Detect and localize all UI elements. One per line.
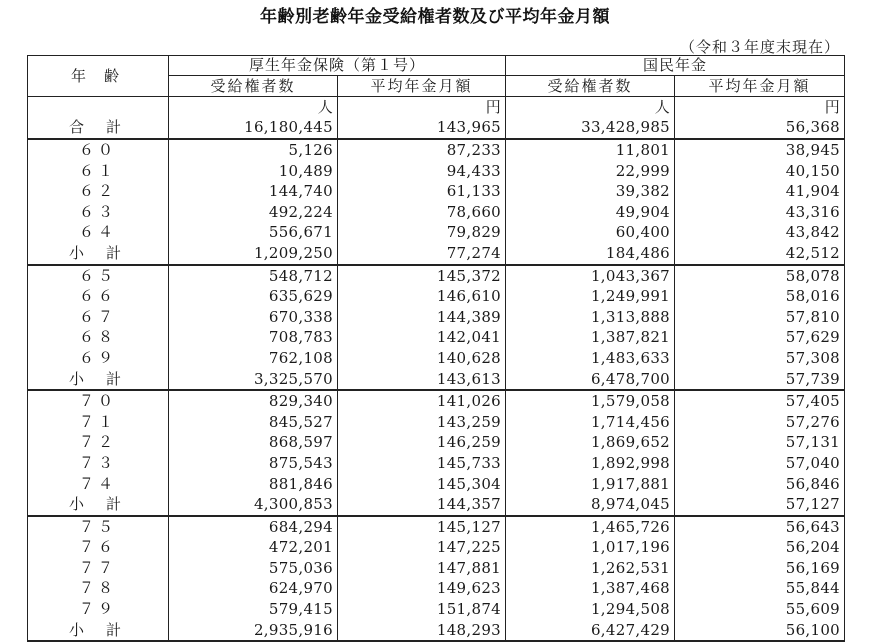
- table-body: [28, 97, 845, 642]
- unit-yen: 円: [338, 97, 506, 118]
- cell-value: 708,783: [169, 327, 338, 348]
- national-recipients-header: 受給権者数: [506, 76, 675, 97]
- age-label: ７６: [28, 537, 169, 558]
- age-label: ７２: [28, 432, 169, 453]
- table-row: [28, 161, 845, 182]
- unit-persons: 人: [506, 97, 675, 118]
- cell-value: 1,209,250: [169, 243, 338, 265]
- cell-value: 43,316: [675, 202, 845, 223]
- cell-value: 58,016: [675, 286, 845, 307]
- cell-value: 1,249,991: [506, 286, 675, 307]
- age-label: ６７: [28, 307, 169, 328]
- cell-value: 38,945: [675, 139, 845, 161]
- cell-value: 57,127: [675, 494, 845, 516]
- cell-value: 1,465,726: [506, 516, 675, 538]
- table-row: [28, 286, 845, 307]
- cell-value: 1,387,821: [506, 327, 675, 348]
- cell-value: 147,881: [338, 558, 506, 579]
- age-label: ７４: [28, 474, 169, 495]
- table-row: [28, 412, 845, 433]
- national-pension-group-header: 国民年金: [506, 56, 845, 76]
- total-value: 143,965: [338, 117, 506, 139]
- cell-value: 49,904: [506, 202, 675, 223]
- age-label: ６９: [28, 348, 169, 369]
- cell-value: 56,846: [675, 474, 845, 495]
- subtotal-row: [28, 369, 845, 391]
- total-value: 33,428,985: [506, 117, 675, 139]
- cell-value: 143,259: [338, 412, 506, 433]
- age-label: ６３: [28, 202, 169, 223]
- table-row: [28, 432, 845, 453]
- cell-value: 2,935,916: [169, 620, 338, 642]
- cell-value: 142,041: [338, 327, 506, 348]
- cell-value: 762,108: [169, 348, 338, 369]
- cell-value: 684,294: [169, 516, 338, 538]
- age-label: ７５: [28, 516, 169, 538]
- cell-value: 58,078: [675, 265, 845, 287]
- age-label: ７９: [28, 599, 169, 620]
- cell-value: 1,387,468: [506, 578, 675, 599]
- cell-value: 1,262,531: [506, 558, 675, 579]
- cell-value: 41,904: [675, 181, 845, 202]
- table-row: [28, 265, 845, 287]
- cell-value: 55,609: [675, 599, 845, 620]
- employees-avg-monthly-header: 平均年金月額: [338, 76, 506, 97]
- cell-value: 22,999: [506, 161, 675, 182]
- cell-value: 149,623: [338, 578, 506, 599]
- cell-value: 1,294,508: [506, 599, 675, 620]
- cell-value: 845,527: [169, 412, 338, 433]
- cell-value: 39,382: [506, 181, 675, 202]
- age-column-header: 年齢: [28, 56, 169, 97]
- cell-value: 56,100: [675, 620, 845, 642]
- unit-row: [28, 97, 845, 118]
- cell-value: 1,017,196: [506, 537, 675, 558]
- table-row: [28, 453, 845, 474]
- cell-value: 55,844: [675, 578, 845, 599]
- cell-value: 670,338: [169, 307, 338, 328]
- cell-value: 87,233: [338, 139, 506, 161]
- cell-value: 146,610: [338, 286, 506, 307]
- age-label: ６２: [28, 181, 169, 202]
- unit-persons: 人: [169, 97, 338, 118]
- cell-value: 472,201: [169, 537, 338, 558]
- table-row: [28, 578, 845, 599]
- table-row: [28, 599, 845, 620]
- total-value: 56,368: [675, 117, 845, 139]
- cell-value: 635,629: [169, 286, 338, 307]
- subtotal-row: [28, 243, 845, 265]
- cell-value: 61,133: [338, 181, 506, 202]
- table-row: [28, 307, 845, 328]
- cell-value: 1,313,888: [506, 307, 675, 328]
- cell-value: 143,613: [338, 369, 506, 391]
- cell-value: 40,150: [675, 161, 845, 182]
- cell-value: 77,274: [338, 243, 506, 265]
- cell-value: 144,740: [169, 181, 338, 202]
- cell-value: 8,974,045: [506, 494, 675, 516]
- national-avg-monthly-header: 平均年金月額: [675, 76, 845, 97]
- cell-value: 94,433: [338, 161, 506, 182]
- cell-value: 145,304: [338, 474, 506, 495]
- cell-value: 881,846: [169, 474, 338, 495]
- age-label: ６８: [28, 327, 169, 348]
- cell-value: 146,259: [338, 432, 506, 453]
- cell-value: 148,293: [338, 620, 506, 642]
- age-label: ６０: [28, 139, 169, 161]
- subtotal-row: [28, 494, 845, 516]
- table-row: [28, 139, 845, 161]
- cell-value: 11,801: [506, 139, 675, 161]
- cell-value: 145,372: [338, 265, 506, 287]
- cell-value: 1,043,367: [506, 265, 675, 287]
- table-header: [28, 56, 845, 97]
- cell-value: 43,842: [675, 222, 845, 243]
- subtotal-label: 小計: [28, 494, 169, 516]
- cell-value: 10,489: [169, 161, 338, 182]
- age-label: ６１: [28, 161, 169, 182]
- cell-value: 875,543: [169, 453, 338, 474]
- table-row: [28, 181, 845, 202]
- cell-value: 6,478,700: [506, 369, 675, 391]
- employees-recipients-header: 受給権者数: [169, 76, 338, 97]
- table-row: [28, 390, 845, 412]
- cell-value: 42,512: [675, 243, 845, 265]
- age-label: ６４: [28, 222, 169, 243]
- cell-value: 1,869,652: [506, 432, 675, 453]
- age-label: ７７: [28, 558, 169, 579]
- cell-value: 3,325,570: [169, 369, 338, 391]
- table-row: [28, 327, 845, 348]
- page-title: 年齢別老齢年金受給権者数及び平均年金月額: [260, 7, 610, 27]
- cell-value: 579,415: [169, 599, 338, 620]
- cell-value: 548,712: [169, 265, 338, 287]
- total-label: 合計: [28, 117, 169, 139]
- table-row: [28, 474, 845, 495]
- cell-value: 57,739: [675, 369, 845, 391]
- age-label: ７８: [28, 578, 169, 599]
- table-row: [28, 202, 845, 223]
- cell-value: 1,483,633: [506, 348, 675, 369]
- age-label: ６６: [28, 286, 169, 307]
- cell-value: 78,660: [338, 202, 506, 223]
- table-row: [28, 558, 845, 579]
- subtotal-label: 小計: [28, 369, 169, 391]
- cell-value: 144,389: [338, 307, 506, 328]
- cell-value: 1,579,058: [506, 390, 675, 412]
- cell-value: 829,340: [169, 390, 338, 412]
- cell-value: 492,224: [169, 202, 338, 223]
- pension-table: [27, 55, 845, 642]
- as-of-date-note: （令和３年度末現在）: [679, 38, 840, 56]
- table-row: [28, 222, 845, 243]
- age-label: ７３: [28, 453, 169, 474]
- cell-value: 4,300,853: [169, 494, 338, 516]
- cell-value: 79,829: [338, 222, 506, 243]
- total-row: [28, 117, 845, 139]
- table-row: [28, 537, 845, 558]
- cell-value: 144,357: [338, 494, 506, 516]
- subtotal-label: 小計: [28, 243, 169, 265]
- cell-value: 56,204: [675, 537, 845, 558]
- cell-value: 868,597: [169, 432, 338, 453]
- cell-value: 147,225: [338, 537, 506, 558]
- table-row: [28, 348, 845, 369]
- cell-value: 184,486: [506, 243, 675, 265]
- cell-value: 145,127: [338, 516, 506, 538]
- cell-value: 57,405: [675, 390, 845, 412]
- cell-value: 57,040: [675, 453, 845, 474]
- cell-value: 624,970: [169, 578, 338, 599]
- cell-value: 556,671: [169, 222, 338, 243]
- cell-value: 56,643: [675, 516, 845, 538]
- age-label: ７０: [28, 390, 169, 412]
- cell-value: 57,308: [675, 348, 845, 369]
- cell-value: 6,427,429: [506, 620, 675, 642]
- cell-value: 60,400: [506, 222, 675, 243]
- cell-value: 140,628: [338, 348, 506, 369]
- employees-pension-group-header: 厚生年金保険（第１号）: [169, 56, 506, 76]
- cell-value: 57,131: [675, 432, 845, 453]
- unit-label-empty: [28, 97, 169, 118]
- cell-value: 57,810: [675, 307, 845, 328]
- cell-value: 57,629: [675, 327, 845, 348]
- unit-yen: 円: [675, 97, 845, 118]
- age-label: ７１: [28, 412, 169, 433]
- total-value: 16,180,445: [169, 117, 338, 139]
- cell-value: 1,714,456: [506, 412, 675, 433]
- cell-value: 151,874: [338, 599, 506, 620]
- cell-value: 575,036: [169, 558, 338, 579]
- cell-value: 141,026: [338, 390, 506, 412]
- cell-value: 5,126: [169, 139, 338, 161]
- table-row: [28, 516, 845, 538]
- cell-value: 1,917,881: [506, 474, 675, 495]
- cell-value: 56,169: [675, 558, 845, 579]
- subtotal-label: 小計: [28, 620, 169, 642]
- cell-value: 145,733: [338, 453, 506, 474]
- age-label: ６５: [28, 265, 169, 287]
- subtotal-row: [28, 620, 845, 642]
- cell-value: 1,892,998: [506, 453, 675, 474]
- cell-value: 57,276: [675, 412, 845, 433]
